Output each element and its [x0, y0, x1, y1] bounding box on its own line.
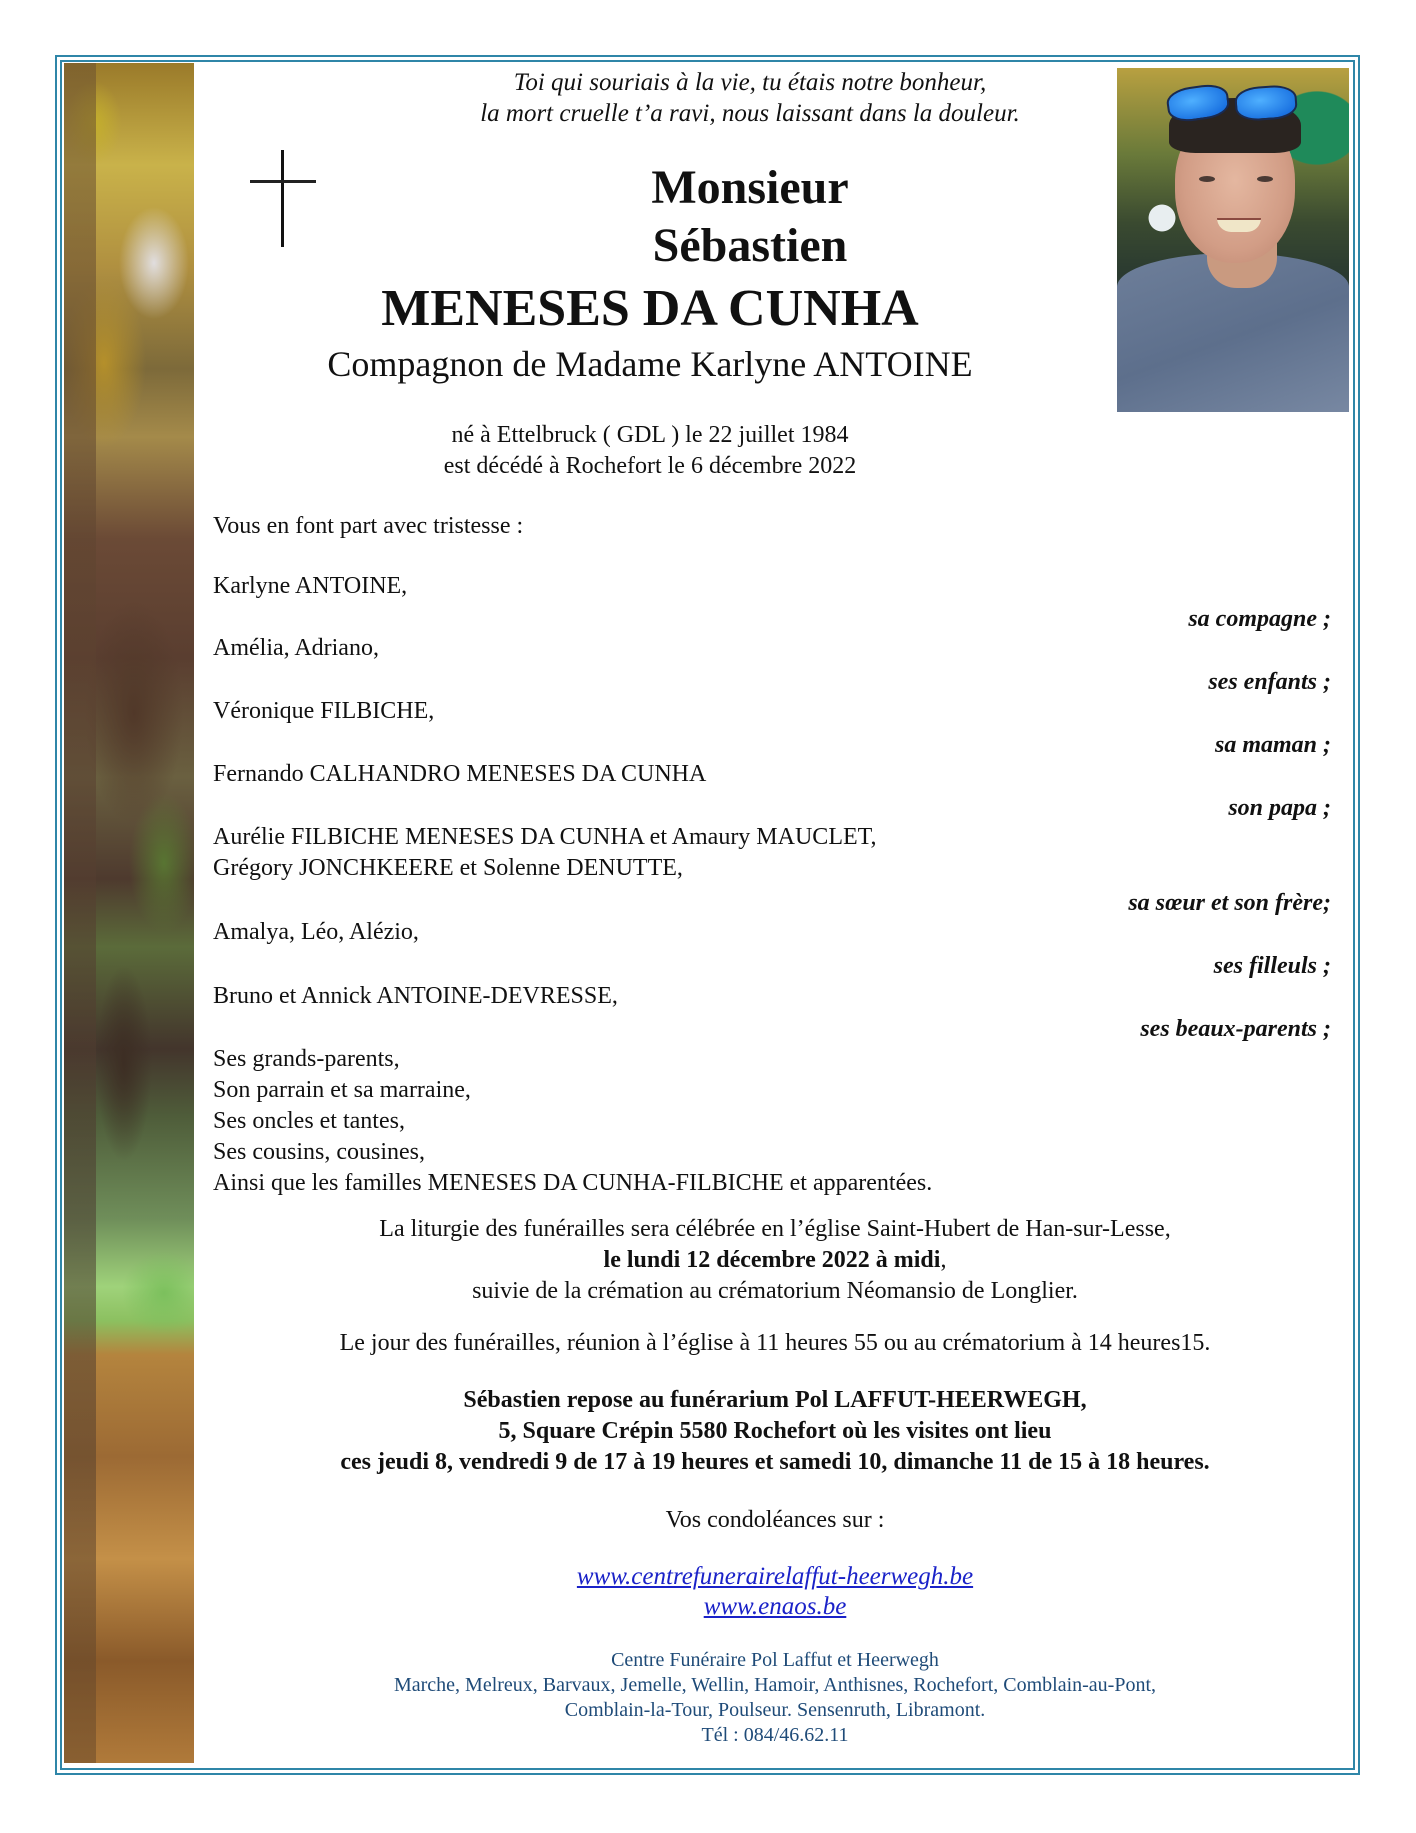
funeral-home-phone: Tél : 084/46.62.11	[701, 1724, 849, 1746]
meeting-info: Le jour des funérailles, réunion à l’église à 11 heures 55 ou au crématorium à 14 heures15.	[339, 1330, 1211, 1356]
family-relation: sa maman ;	[1214, 732, 1331, 758]
family-names: Aurélie FILBICHE MENESES DA CUNHA et Amaury MAUCLET,	[213, 824, 877, 850]
ceremony-line: suivie de la crémation au crématorium Néomansio de Longlier.	[472, 1278, 1078, 1304]
companion-line: Compagnon de Madame Karlyne ANTOINE	[327, 344, 973, 384]
epitaph	[200, 67, 1300, 129]
visitation-info	[200, 1385, 1350, 1478]
family-names: Amélia, Adriano,	[213, 635, 379, 661]
other-relatives: Ainsi que les familles MENESES DA CUNHA-FILBICHE et apparentées.	[213, 1170, 933, 1196]
family-names: Bruno et Annick ANTOINE-DEVRESSE,	[213, 983, 618, 1009]
ceremony-line: La liturgie des funérailles sera célébrée en l’église Saint-Hubert de Han-sur-Lesse,	[379, 1216, 1171, 1242]
condolence-links	[200, 1562, 1350, 1622]
enaos-website-link[interactable]: www.enaos.be	[703, 1593, 847, 1620]
family-names: Véronique FILBICHE,	[213, 698, 435, 724]
funeral-home-name: Centre Funéraire Pol Laffut et Heerwegh	[611, 1649, 939, 1671]
honorific: Monsieur	[651, 161, 849, 214]
epitaph-line: la mort cruelle t’a ravi, nous laissant dans la douleur.	[480, 100, 1020, 127]
first-name: Sébastien	[652, 219, 848, 272]
ceremony-date-line: le lundi 12 décembre 2022 à midi,	[603, 1247, 947, 1273]
death-line: est décédé à Rochefort le 6 décembre 2022	[443, 453, 857, 479]
funeral-home-footer	[200, 1648, 1350, 1748]
ceremony-details	[200, 1214, 1350, 1307]
last-name: MENESES DA CUNHA	[381, 280, 919, 337]
ceremony-date: le lundi 12 décembre 2022 à midi	[603, 1247, 941, 1273]
visitation-line: Sébastien repose au funérarium Pol LAFFUT-HEERWEGH,	[463, 1387, 1087, 1413]
funeral-home-website-link[interactable]: www.centrefunerairelaffut-heerwegh.be	[576, 1563, 974, 1590]
life-dates	[150, 420, 1150, 482]
visitation-line: ces jeudi 8, vendredi 9 de 17 à 19 heures et samedi 10, dimanche 11 de 15 à 18 heures.	[340, 1449, 1210, 1475]
family-relation: sa sœur et son frère;	[1128, 890, 1331, 916]
condolences-label: Vos condoléances sur :	[665, 1507, 885, 1533]
family-relation: ses filleuls ;	[1213, 953, 1331, 979]
other-relatives: Ses oncles et tantes,	[213, 1108, 405, 1134]
epitaph-line: Toi qui souriais à la vie, tu étais notre bonheur,	[513, 69, 987, 96]
family-names: Amalya, Léo, Alézio,	[213, 919, 419, 945]
other-relatives: Ses grands-parents,	[213, 1046, 400, 1072]
family-names: Karlyne ANTOINE,	[213, 573, 408, 599]
other-relatives: Son parrain et sa marraine,	[213, 1077, 471, 1103]
birth-line: né à Ettelbruck ( GDL ) le 22 juillet 1984	[451, 422, 849, 448]
funeral-home-locations: Comblain-la-Tour, Poulseur. Sensenruth, Libramont.	[564, 1699, 986, 1721]
funeral-home-locations: Marche, Melreux, Barvaux, Jemelle, Wellin, Hamoir, Anthisnes, Rochefort, Comblain-au-Pont,	[393, 1674, 1157, 1696]
family-relation: sa compagne ;	[1188, 606, 1331, 632]
visitation-line: 5, Square Crépin 5580 Rochefort où les visites ont lieu	[498, 1418, 1052, 1444]
family-relation: ses beaux-parents ;	[1140, 1016, 1331, 1042]
family-names: Grégory JONCHKEERE et Solenne DENUTTE,	[213, 855, 683, 881]
family-names: Fernando CALHANDRO MENESES DA CUNHA	[213, 761, 707, 787]
family-relation: ses enfants ;	[1208, 669, 1331, 695]
family-relation: son papa ;	[1228, 795, 1331, 821]
other-relatives: Ses cousins, cousines,	[213, 1139, 425, 1165]
announcement-intro: Vous en font part avec tristesse :	[213, 513, 524, 539]
